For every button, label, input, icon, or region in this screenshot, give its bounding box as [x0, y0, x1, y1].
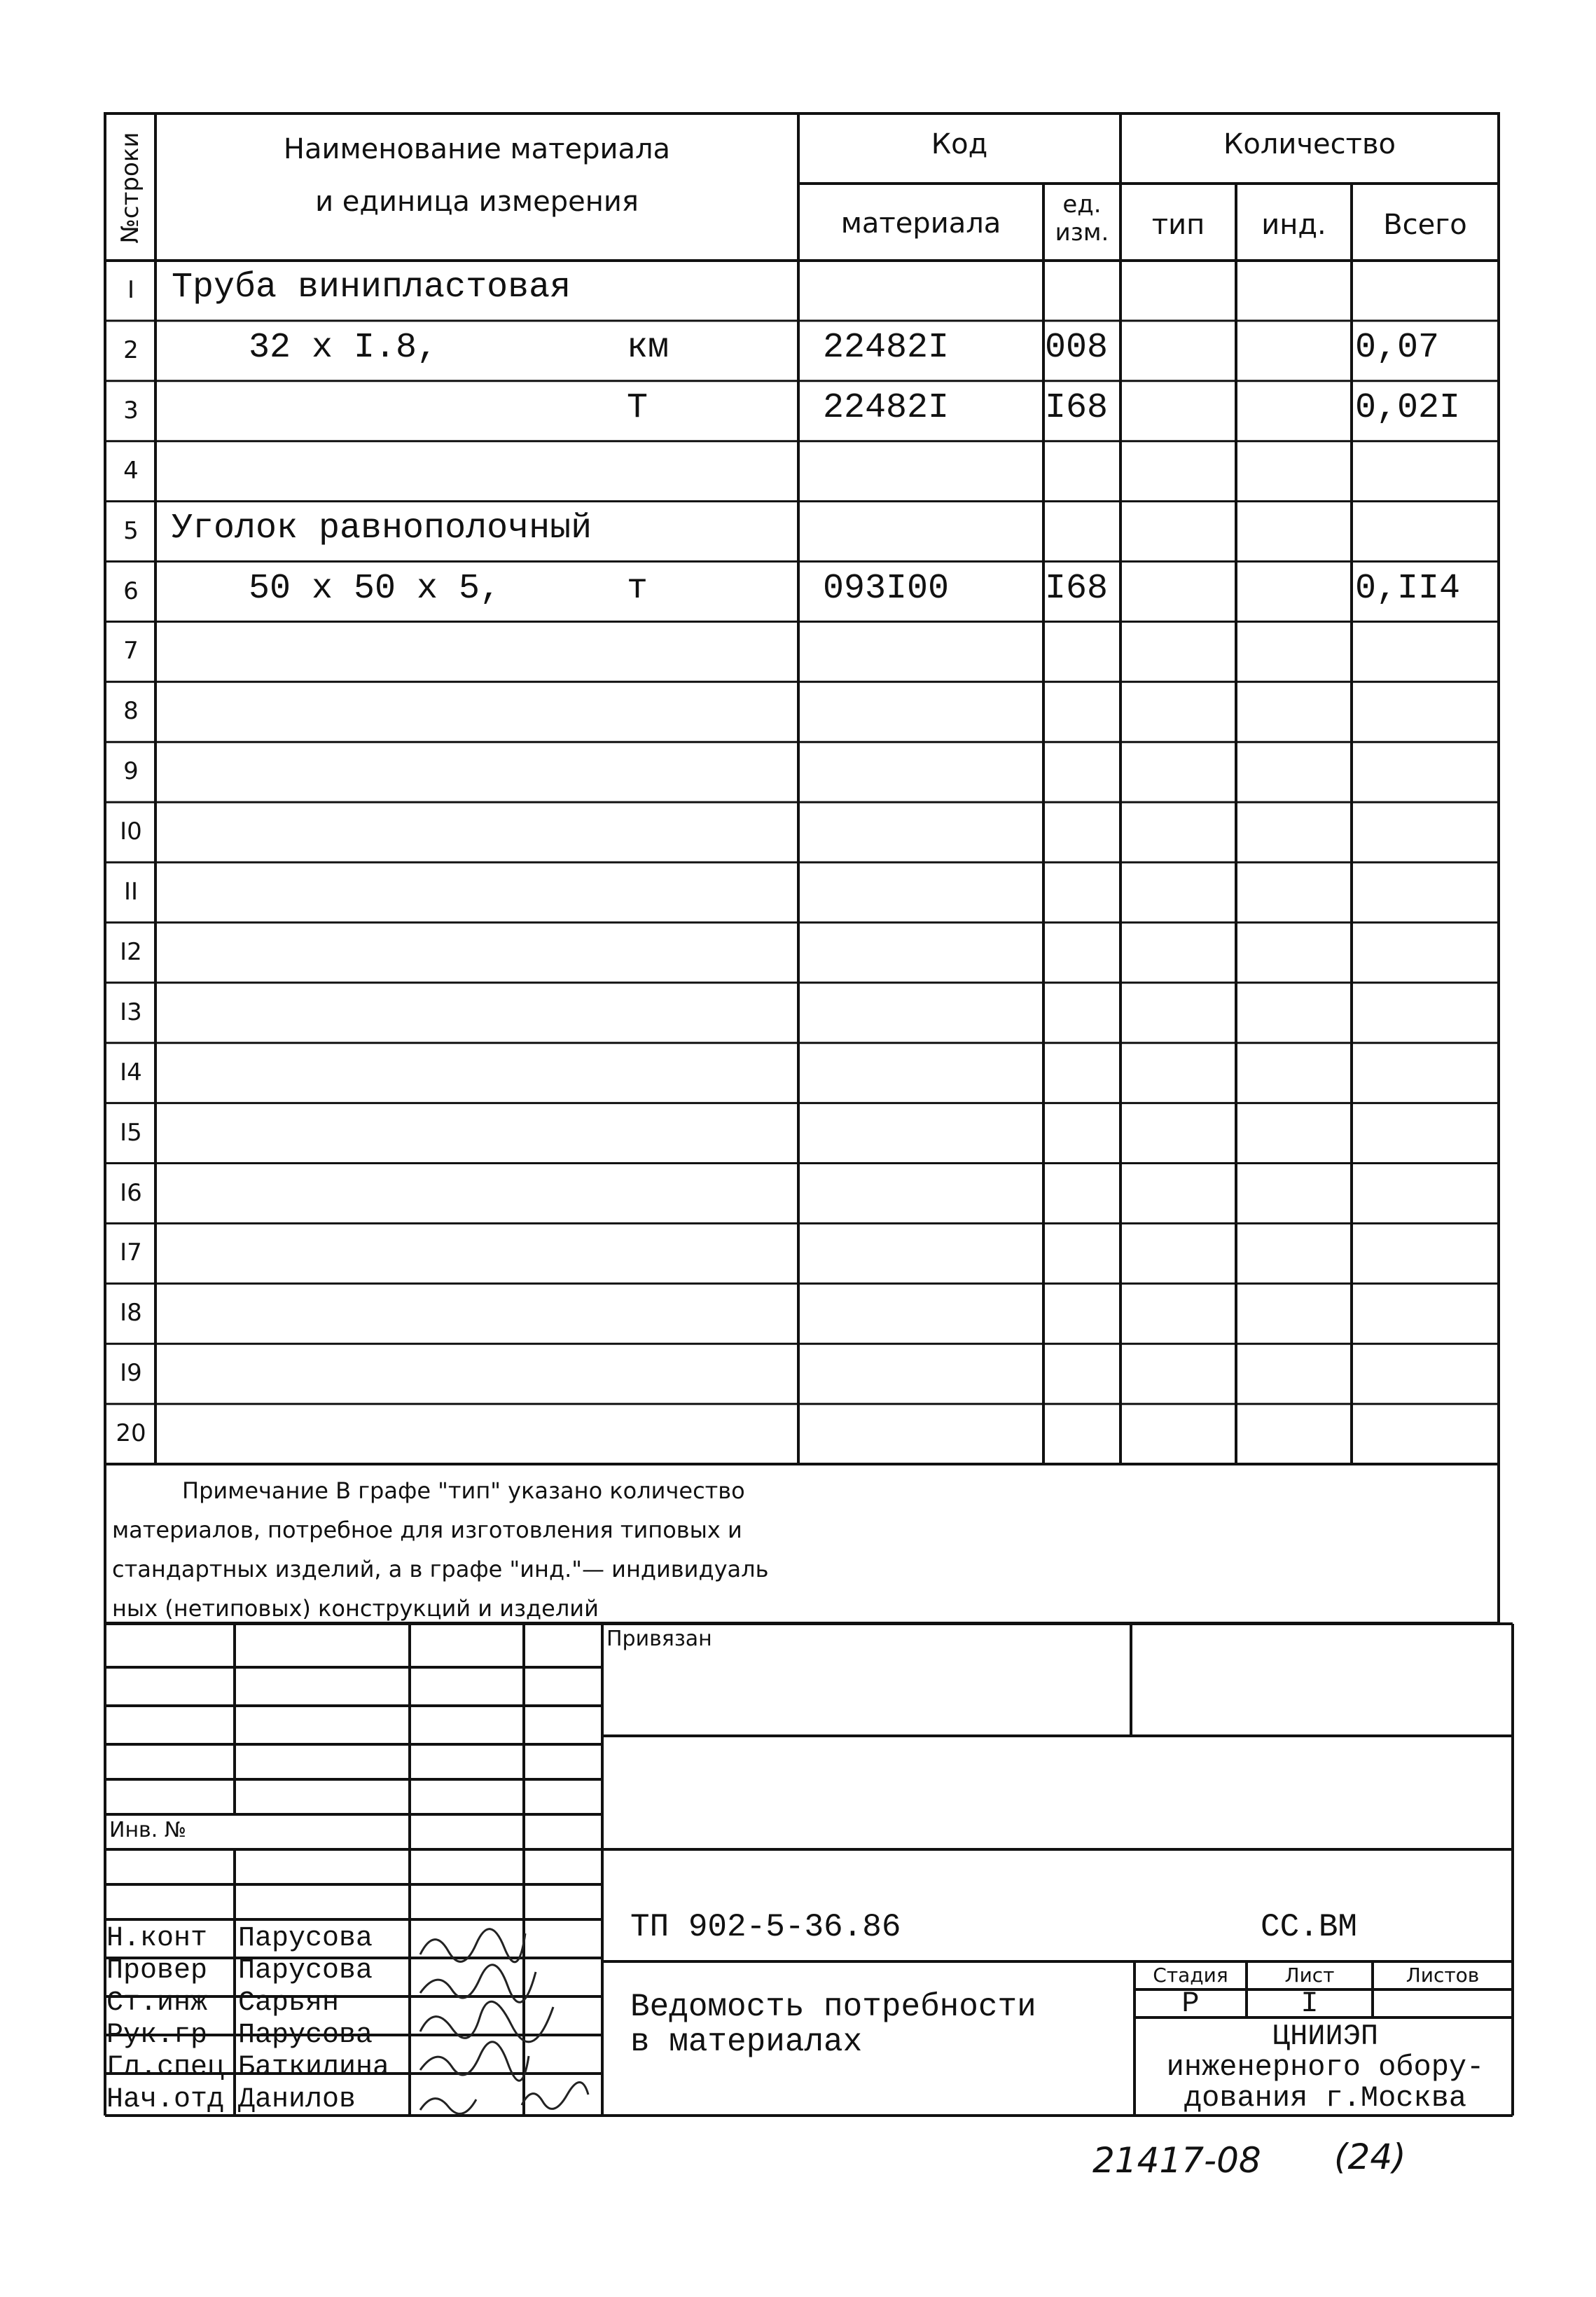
row-number: I3	[120, 998, 142, 1026]
row-number: I9	[120, 1359, 142, 1388]
table-row	[0, 1223, 1596, 1283]
material-name: Уголок равнополочный	[172, 508, 592, 549]
row-number: I4	[120, 1058, 142, 1087]
row-number: 2	[123, 336, 139, 364]
row-number: 20	[116, 1419, 146, 1448]
table-row	[0, 502, 1596, 562]
qty-total: 0,II4	[1355, 568, 1461, 609]
table-row	[0, 261, 1596, 321]
table-row	[0, 1404, 1596, 1464]
row-number: I	[127, 276, 135, 304]
material-code: 22482I	[823, 387, 950, 428]
sheet-mark: СС.ВМ	[1261, 1909, 1358, 1945]
note-line-3: стандартных изделий, а в графе "инд."— индивидуаль	[112, 1556, 769, 1582]
qty-total: 0,07	[1355, 327, 1440, 368]
material-name: Труба винипластовая	[172, 268, 571, 308]
note-line-1: Примечание В графе "тип" указано количество	[182, 1477, 745, 1504]
row-number: 4	[123, 456, 139, 485]
row-number: I6	[120, 1178, 142, 1207]
header-qty-ind: инд.	[1261, 209, 1326, 241]
signature-name: Парусова	[238, 1923, 373, 1954]
row-number: I7	[120, 1239, 142, 1267]
header-qty: Количество	[1223, 128, 1396, 160]
unit-code: I68	[1045, 568, 1109, 609]
note-line-4: ных (нетиповых) конструкций и изделий	[112, 1595, 599, 1622]
table-row	[0, 381, 1596, 441]
table-row	[0, 1283, 1596, 1344]
signature-name: Сарьян	[238, 1987, 340, 2019]
header-code-unit: ед. изм.	[1055, 191, 1109, 247]
material-code: 22482I	[823, 327, 950, 368]
row-number: I2	[120, 937, 142, 966]
row-number: 6	[123, 577, 139, 605]
page-number: (24)	[1334, 2137, 1406, 2177]
signature-role: Гл.спец	[106, 2052, 225, 2083]
row-number: 9	[123, 757, 139, 786]
material-name: 50 x 50 x 5,	[249, 568, 501, 609]
header-code-material: материала	[840, 207, 1001, 240]
organization: ЦНИИЭП инженерного обору- дования г.Москва	[1166, 2020, 1485, 2115]
header-row-no: №строки	[116, 132, 144, 244]
table-row	[0, 862, 1596, 923]
qty-total: 0,02I	[1355, 387, 1461, 428]
row-number: 3	[123, 396, 139, 425]
unit-name: км	[627, 327, 669, 368]
header-name-line2: и единица измерения	[315, 186, 639, 218]
signature-role: Нач.отд	[106, 2084, 225, 2116]
table-row	[0, 321, 1596, 381]
doc-title: Ведомость потребности в материалах	[630, 1989, 1036, 2060]
signature-role: Провер	[106, 1955, 208, 1987]
table-row	[0, 1043, 1596, 1103]
sheets-label: Листов	[1406, 1964, 1480, 1987]
row-number: I0	[120, 818, 142, 846]
note-line-2: материалов, потребное для изготовления типовых и	[112, 1517, 742, 1543]
attached-label: Привязан	[606, 1627, 712, 1651]
signature-role: Н.конт	[106, 1923, 208, 1954]
table-row	[0, 742, 1596, 802]
unit-code: I68	[1045, 387, 1109, 428]
archive-number: 21417-08	[1092, 2140, 1261, 2181]
table-row	[0, 562, 1596, 622]
header-qty-type: тип	[1151, 209, 1205, 241]
signature-name: Парусова	[238, 1955, 373, 1987]
row-number: I5	[120, 1118, 142, 1147]
material-code: 093I00	[823, 568, 950, 609]
table-row	[0, 441, 1596, 502]
table-row	[0, 983, 1596, 1043]
unit-name: т	[627, 568, 648, 609]
table-row	[0, 1164, 1596, 1224]
stage-label: Стадия	[1153, 1964, 1228, 1987]
table-row	[0, 621, 1596, 682]
signature-role: Ст.инж	[106, 1987, 208, 2019]
table-row	[0, 682, 1596, 742]
material-name: 32 x I.8,	[249, 327, 438, 368]
row-number: I8	[120, 1299, 142, 1327]
header-code: Код	[931, 128, 988, 160]
row-number: 8	[123, 697, 139, 726]
unit-code: 008	[1045, 327, 1109, 368]
table-row	[0, 802, 1596, 862]
header-qty-total: Всего	[1383, 209, 1467, 241]
table-row	[0, 1344, 1596, 1404]
row-number: II	[123, 878, 139, 906]
row-number: 7	[123, 637, 139, 665]
table-row	[0, 1103, 1596, 1164]
inventory-label: Инв. №	[109, 1818, 187, 1842]
stage-value: Р	[1181, 1987, 1200, 2020]
note	[112, 1471, 1485, 1628]
doc-code: ТП 902-5-36.86	[630, 1909, 901, 1945]
signature-name: Баткилина	[238, 2052, 390, 2083]
signature-name: Парусова	[238, 2020, 373, 2051]
sheet-label: Лист	[1284, 1964, 1335, 1987]
sheet-value: I	[1300, 1987, 1319, 2020]
row-number: 5	[123, 516, 139, 545]
signature-name: Данилов	[238, 2084, 356, 2116]
signature-role: Рук.гр	[106, 2020, 208, 2051]
unit-name: Т	[627, 387, 648, 428]
table-row	[0, 923, 1596, 983]
header-name-line1: Наименование материала	[283, 133, 671, 165]
